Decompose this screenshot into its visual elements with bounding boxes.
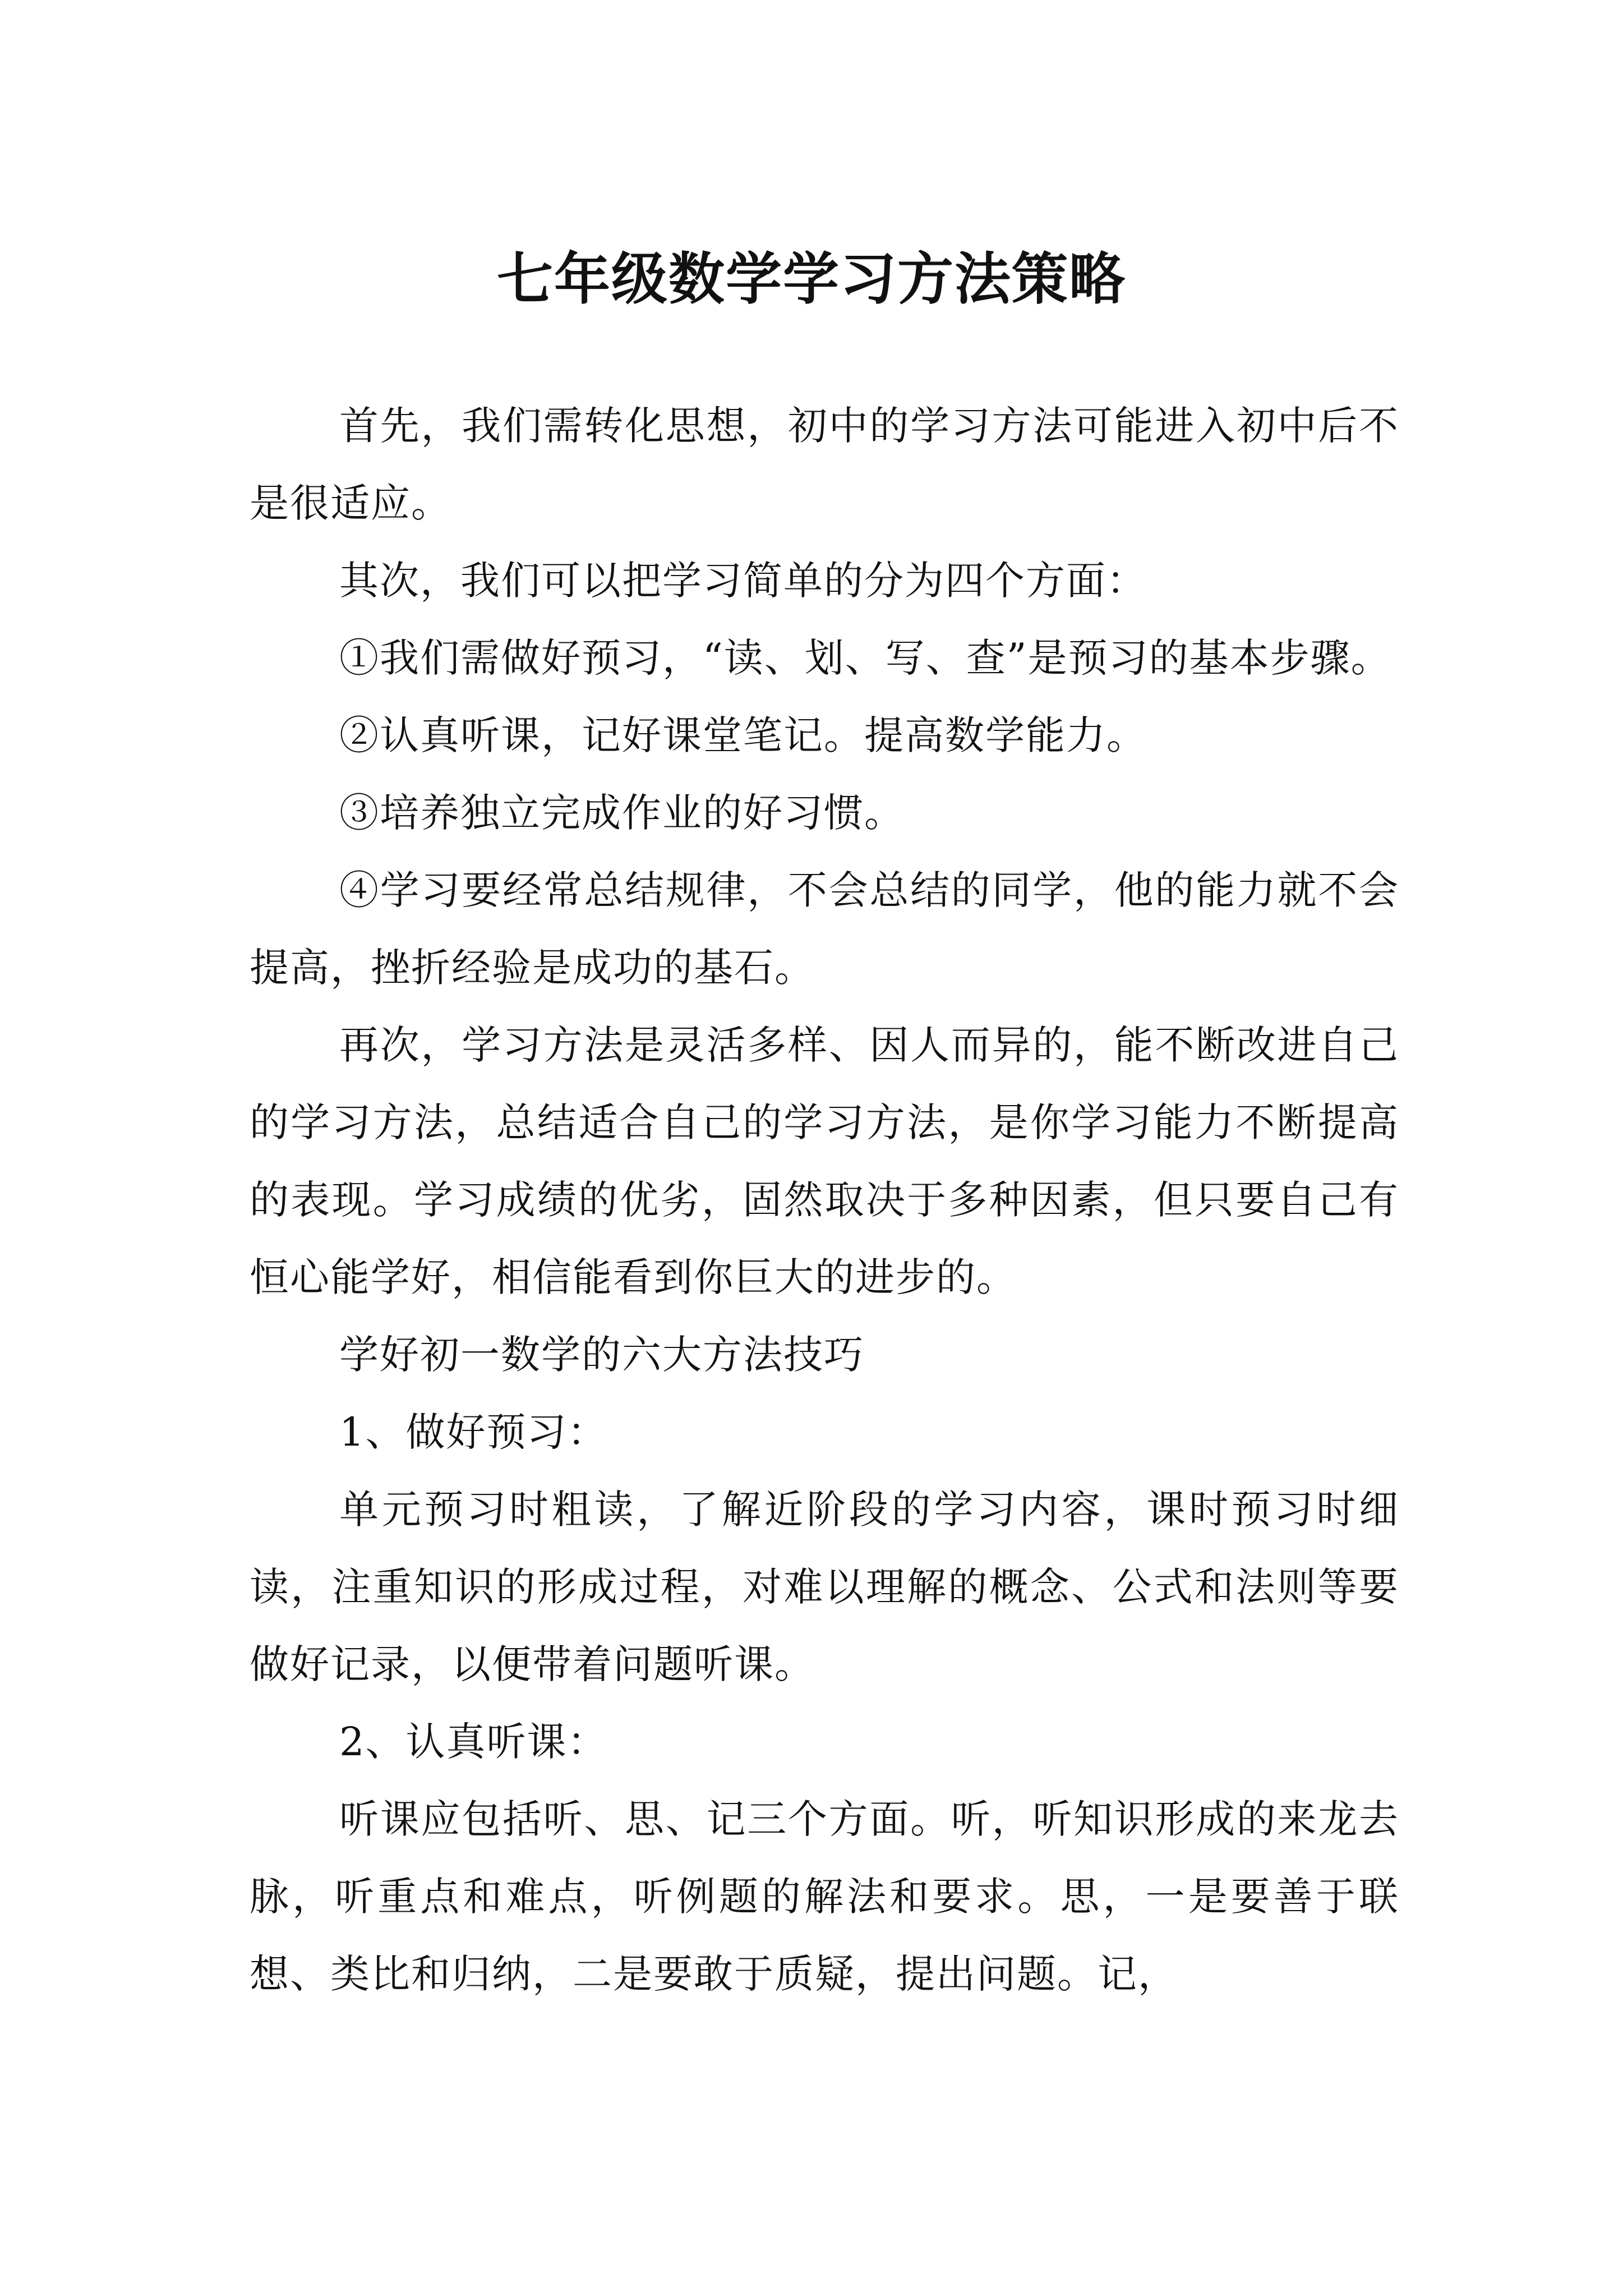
subheading-listen: 2、认真听课：	[339, 1719, 608, 1765]
section-heading: 学好初一数学的六大方法技巧	[339, 1332, 864, 1378]
paragraph-preview: 单元预习时粗读，了解近阶段的学习内容，课时预习时细读，注重知识的形成过程，对难以理解的概念、公式和法则等要做好记录，以便带着问题听课。	[250, 1487, 1399, 1687]
document-title: 七年级数学学习方法策略	[497, 246, 1126, 312]
paragraph-intro: 首先，我们需转化思想，初中的学习方法可能进入初中后不是很适应。	[250, 403, 1399, 526]
paragraph-four-aspects: 其次，我们可以把学习简单的分为四个方面：	[339, 558, 1147, 604]
paragraph-point-4: ④学习要经常总结规律，不会总结的同学，他的能力就不会提高，挫折经验是成功的基石。	[250, 867, 1399, 991]
subheading-preview: 1、做好预习：	[339, 1409, 608, 1455]
paragraph-point-3: ③培养独立完成作业的好习惯。	[339, 790, 905, 836]
paragraph-again: 再次，学习方法是灵活多样、因人而异的，能不断改进自己的学习方法，总结适合自己的学习方法，是你学习能力不断提高的表现。学习成绩的优劣，固然取决于多种因素，但只要自己有恒心能学好，相信能看到你巨大的进步的。	[250, 1022, 1399, 1300]
paragraph-listen: 听课应包括听、思、记三个方面。听，听知识形成的来龙去脉，听重点和难点，听例题的解法和要求。思，一是要善于联想、类比和归纳，二是要敢于质疑，提出问题。记，	[250, 1796, 1399, 1997]
paragraph-point-2: ②认真听课，记好课堂笔记。提高数学能力。	[339, 712, 1147, 758]
paragraph-point-1: ①我们需做好预习，“读、划、写、查”是预习的基本步骤。	[339, 635, 1391, 681]
document-body	[250, 387, 1399, 2013]
